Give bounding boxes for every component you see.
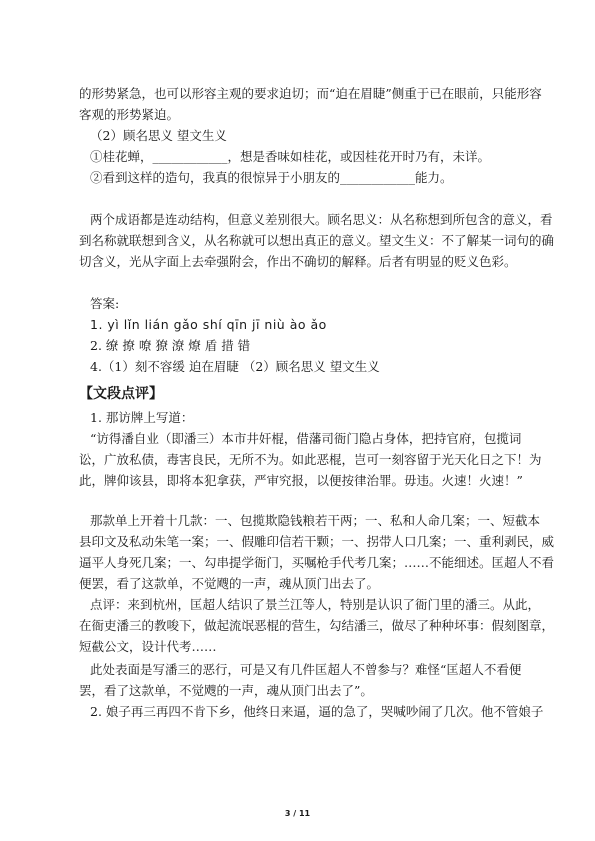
text-line-1: 的形势紧急，也可以形容主观的要求迫切；而“迫在眉睫”侧重于已在眼前，只能形容	[79, 86, 542, 101]
text-line-15: 逼平人身死几案；一、勾串提学衙门，买嘱枪手代考几案；……不能细述。匡超人不看	[79, 555, 555, 570]
text-line-5: ②看到这样的造句，我真的很惊异于小朋友的____________能力。	[90, 170, 453, 185]
text-line-9: 1. 那访牌上写道：	[90, 410, 194, 425]
text-line-4: ①桂花蝉，____________，想是香味如桂花，或因桂花开时乃有，未详。	[90, 149, 491, 164]
text-line-17: 点评：来到杭州，匡超人结识了景兰江等人，特别是认识了衙门里的潘三。从此，	[90, 597, 541, 612]
text-line-10: “访得潘自业（即潘三）本市井奸棍，借藩司衙门隐占身体，把持官府，包揽词	[90, 431, 522, 446]
section-heading: 【文段点评】	[79, 386, 163, 402]
text-line-21: 罢，看了这款单，不觉飕的一声，魂从顶门出去了”。	[79, 683, 373, 698]
text-line-12: 此，牌仰该县，即将本犯拿获，严审究报，以便按律治罪。毋违。火速！火速！”	[79, 473, 523, 488]
text-line-13: 那款单上开着十几款：一、包揽欺隐钱粮若干两；一、私和人命几案；一、短截本	[90, 513, 541, 528]
text-line-20: 此处表面是写潘三的恶行，可是又有几件匡超人不曾参与？难怪“匡超人不看便	[90, 662, 522, 677]
text-line-2: 客观的形势紧迫。	[79, 107, 180, 122]
answer-line-3: 4.（1）刻不容缓 迫在眉睫 （2）顾名思义 望文生义	[90, 359, 380, 374]
text-line-11: 讼，广放私债，毒害良民，无所不为。如此恶棍，岂可一刻容留于光天化日之下！为	[79, 452, 542, 467]
page-number: 3 / 11	[284, 809, 311, 818]
answer-line-2: 2. 缭 撩 嘹 獠 潦 燎 盾 措 错	[90, 338, 251, 353]
text-line-8: 切含义，光从字面上去牵强附会，作出不确切的解释。后者有明显的贬义色彩。	[79, 254, 517, 269]
text-line-14: 县印文及私动朱笔一案；一、假雕印信若干颗；一、拐带人口几案；一、重利剥民，威	[79, 534, 555, 549]
text-line-22: 2. 娘子再三再四不肯下乡，他终日来逼，逼的急了，哭喊吵闹了几次。他不管娘子	[90, 704, 544, 719]
text-line-3: （2）顾名思义 望文生义	[90, 128, 227, 143]
text-line-16: 便罢，看了这款单，不觉飕的一声，魂从顶门出去了。	[79, 576, 380, 591]
text-line-18: 在衙吏潘三的教唆下，做起流氓恶棍的营生，勾结潘三，做尽了种种坏事：假刻图章，	[79, 618, 555, 633]
text-line-19: 短截公文，设计代考……	[79, 639, 217, 654]
text-line-6: 两个成语都是连动结构，但意义差别很大。顾名思义：从名称想到所包含的意义，看	[90, 212, 553, 227]
text-line-7: 到名称就联想到含义，从名称就可以想出真正的意义。望文生义：不了解某一词句的确	[79, 233, 555, 248]
answer-label: 答案:	[90, 296, 120, 311]
answer-line-1: 1. yì lǐn lián gǎo shí qīn jī niù ào ǎo	[90, 317, 327, 332]
